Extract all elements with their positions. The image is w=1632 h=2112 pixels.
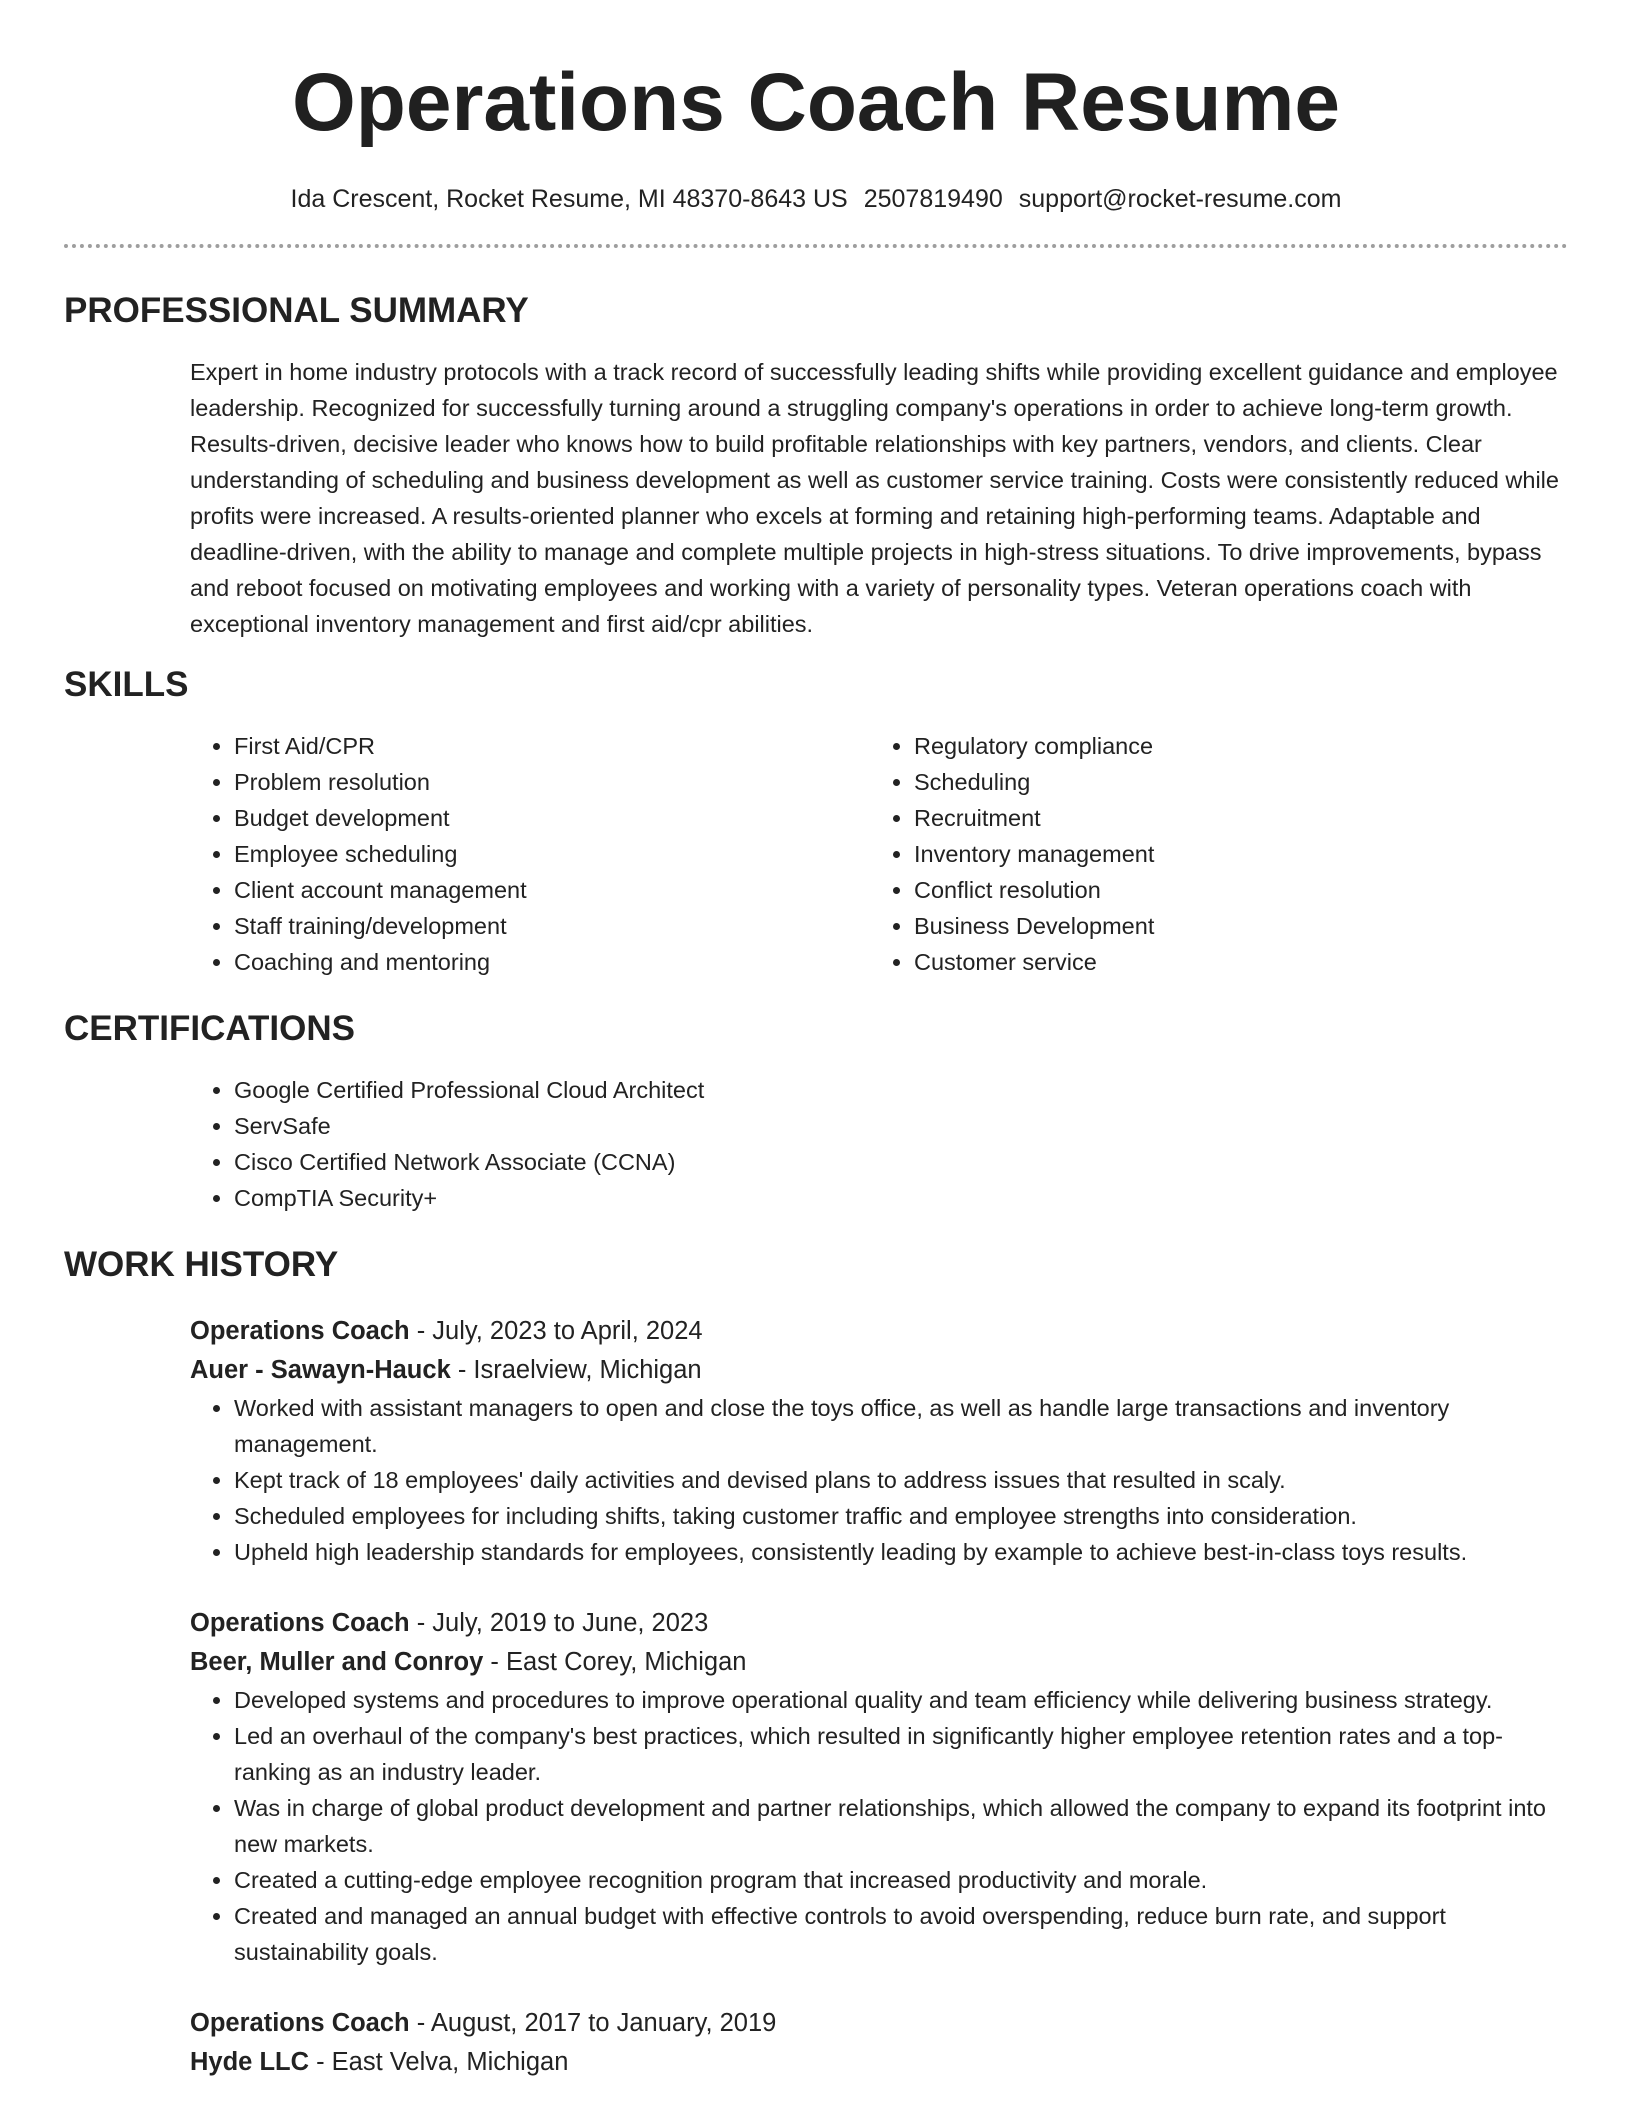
job-duty-item: • Kept track of 18 employees' daily activities and devised plans to address issues that resulted in scaly.	[234, 1462, 1568, 1498]
job-dates: - August, 2017 to January, 2019	[409, 2009, 777, 2037]
job-entry	[190, 1604, 1568, 1970]
skills-list	[190, 728, 1568, 980]
job-duty-item: • Upheld high leadership standards for employees, consistently leading by example to achieve best-in-class toys results.	[234, 1534, 1568, 1570]
skill-item: • Business Development	[914, 908, 1550, 944]
job-title: Operations Coach	[190, 1609, 410, 1637]
job-title-line	[190, 2004, 1568, 2043]
skill-item: • Problem resolution	[234, 764, 870, 800]
skill-item: • Customer service	[914, 944, 1550, 980]
job-title: Operations Coach	[190, 1317, 410, 1345]
job-title: Operations Coach	[190, 2009, 410, 2037]
job-location: - East Corey, Michigan	[483, 1648, 747, 1676]
certification-item: • Google Certified Professional Cloud Architect	[234, 1072, 1568, 1108]
job-dates: - July, 2023 to April, 2024	[409, 1317, 703, 1345]
summary-heading: PROFESSIONAL SUMMARY	[64, 291, 529, 330]
job-entry	[190, 1312, 1568, 1570]
contact-phone: 2507819490	[863, 185, 1003, 213]
header-divider	[64, 244, 1568, 248]
job-company: Beer, Muller and Conroy	[190, 1648, 484, 1676]
job-title-line	[190, 1312, 1568, 1351]
contact-email[interactable]: support@rocket-resume.com	[1018, 185, 1342, 213]
skill-item: • Recruitment	[914, 800, 1550, 836]
certification-item: • CompTIA Security+	[234, 1180, 1568, 1216]
skill-item: • Conflict resolution	[914, 872, 1550, 908]
skill-item: • Staff training/development	[234, 908, 870, 944]
job-duties	[190, 1682, 1568, 1970]
skills-column-right	[870, 728, 1550, 980]
job-company: Auer - Sawayn-Hauck	[190, 1356, 451, 1384]
job-duty-item: • Was in charge of global product development and partner relationships, which allowed the company to expand its footprint into new markets.	[234, 1790, 1568, 1862]
skill-item: • Coaching and mentoring	[234, 944, 870, 980]
certification-item: • Cisco Certified Network Associate (CCNA)	[234, 1144, 1568, 1180]
job-dates: - July, 2019 to June, 2023	[409, 1609, 709, 1637]
skill-item: • Employee scheduling	[234, 836, 870, 872]
certifications-heading: CERTIFICATIONS	[64, 1009, 356, 1048]
summary-text: Expert in home industry protocols with a track record of successfully leading shifts while providing excellent guidance and employee leadership. Recognized for successfully turning around a struggling company's operations in order to achieve long-term growth. Results-driven, decisive leader who knows how to build profitable relationships with key partners, vendors, and clients. Clear understanding of scheduling and business development as well as customer service training. Costs were consistently reduced while profits were increased. A results-oriented planner who excels at forming and retaining high-performing teams. Adaptable and deadline-driven, with the ability to manage and complete multiple projects in high-stress situations. To drive improvements, bypass and reboot focused on motivating employees and working with a variety of personality types. Veteran operations coach with exceptional inventory management and first aid/cpr abilities.	[190, 359, 1559, 637]
job-duty-item: • Created a cutting-edge employee recognition program that increased productivity and morale.	[234, 1862, 1568, 1898]
certifications-list	[190, 1072, 1568, 1216]
job-company-line	[190, 1351, 1568, 1390]
contact-address: Ida Crescent, Rocket Resume, MI 48370-8643 US	[290, 185, 848, 213]
skill-item: • Regulatory compliance	[914, 728, 1550, 764]
skills-column-left	[190, 728, 870, 980]
job-company: Hyde LLC	[190, 2048, 310, 2076]
job-company-line	[190, 2043, 1568, 2082]
job-duty-item: • Developed systems and procedures to improve operational quality and team efficiency while delivering business strategy.	[234, 1682, 1568, 1718]
contact-line	[64, 184, 1568, 214]
skill-item: • First Aid/CPR	[234, 728, 870, 764]
certification-item: • ServSafe	[234, 1108, 1568, 1144]
skill-item: • Client account management	[234, 872, 870, 908]
job-company-line	[190, 1643, 1568, 1682]
job-location: - East Velva, Michigan	[309, 2048, 569, 2076]
job-duty-item: • Led an overhaul of the company's best practices, which resulted in significantly higher employee retention rates and a top-ranking as an industry leader.	[234, 1718, 1568, 1790]
resume-title: Operations Coach Resume	[291, 57, 1341, 148]
work-history-heading: WORK HISTORY	[64, 1245, 339, 1284]
resume-page	[64, 0, 1568, 2082]
skills-heading: SKILLS	[64, 665, 189, 704]
job-duty-item: • Created and managed an annual budget with effective controls to avoid overspending, reduce burn rate, and support sustainability goals.	[234, 1898, 1568, 1970]
job-duty-item: • Scheduled employees for including shifts, taking customer traffic and employee strengths into consideration.	[234, 1498, 1568, 1534]
skill-item: • Scheduling	[914, 764, 1550, 800]
job-duties	[190, 1390, 1568, 1570]
job-title-line	[190, 1604, 1568, 1643]
job-entry	[190, 2004, 1568, 2082]
skill-item: • Budget development	[234, 800, 870, 836]
skill-item: • Inventory management	[914, 836, 1550, 872]
job-location: - Israelview, Michigan	[450, 1356, 702, 1384]
job-duty-item: • Worked with assistant managers to open and close the toys office, as well as handle large transactions and inventory management.	[234, 1390, 1568, 1462]
